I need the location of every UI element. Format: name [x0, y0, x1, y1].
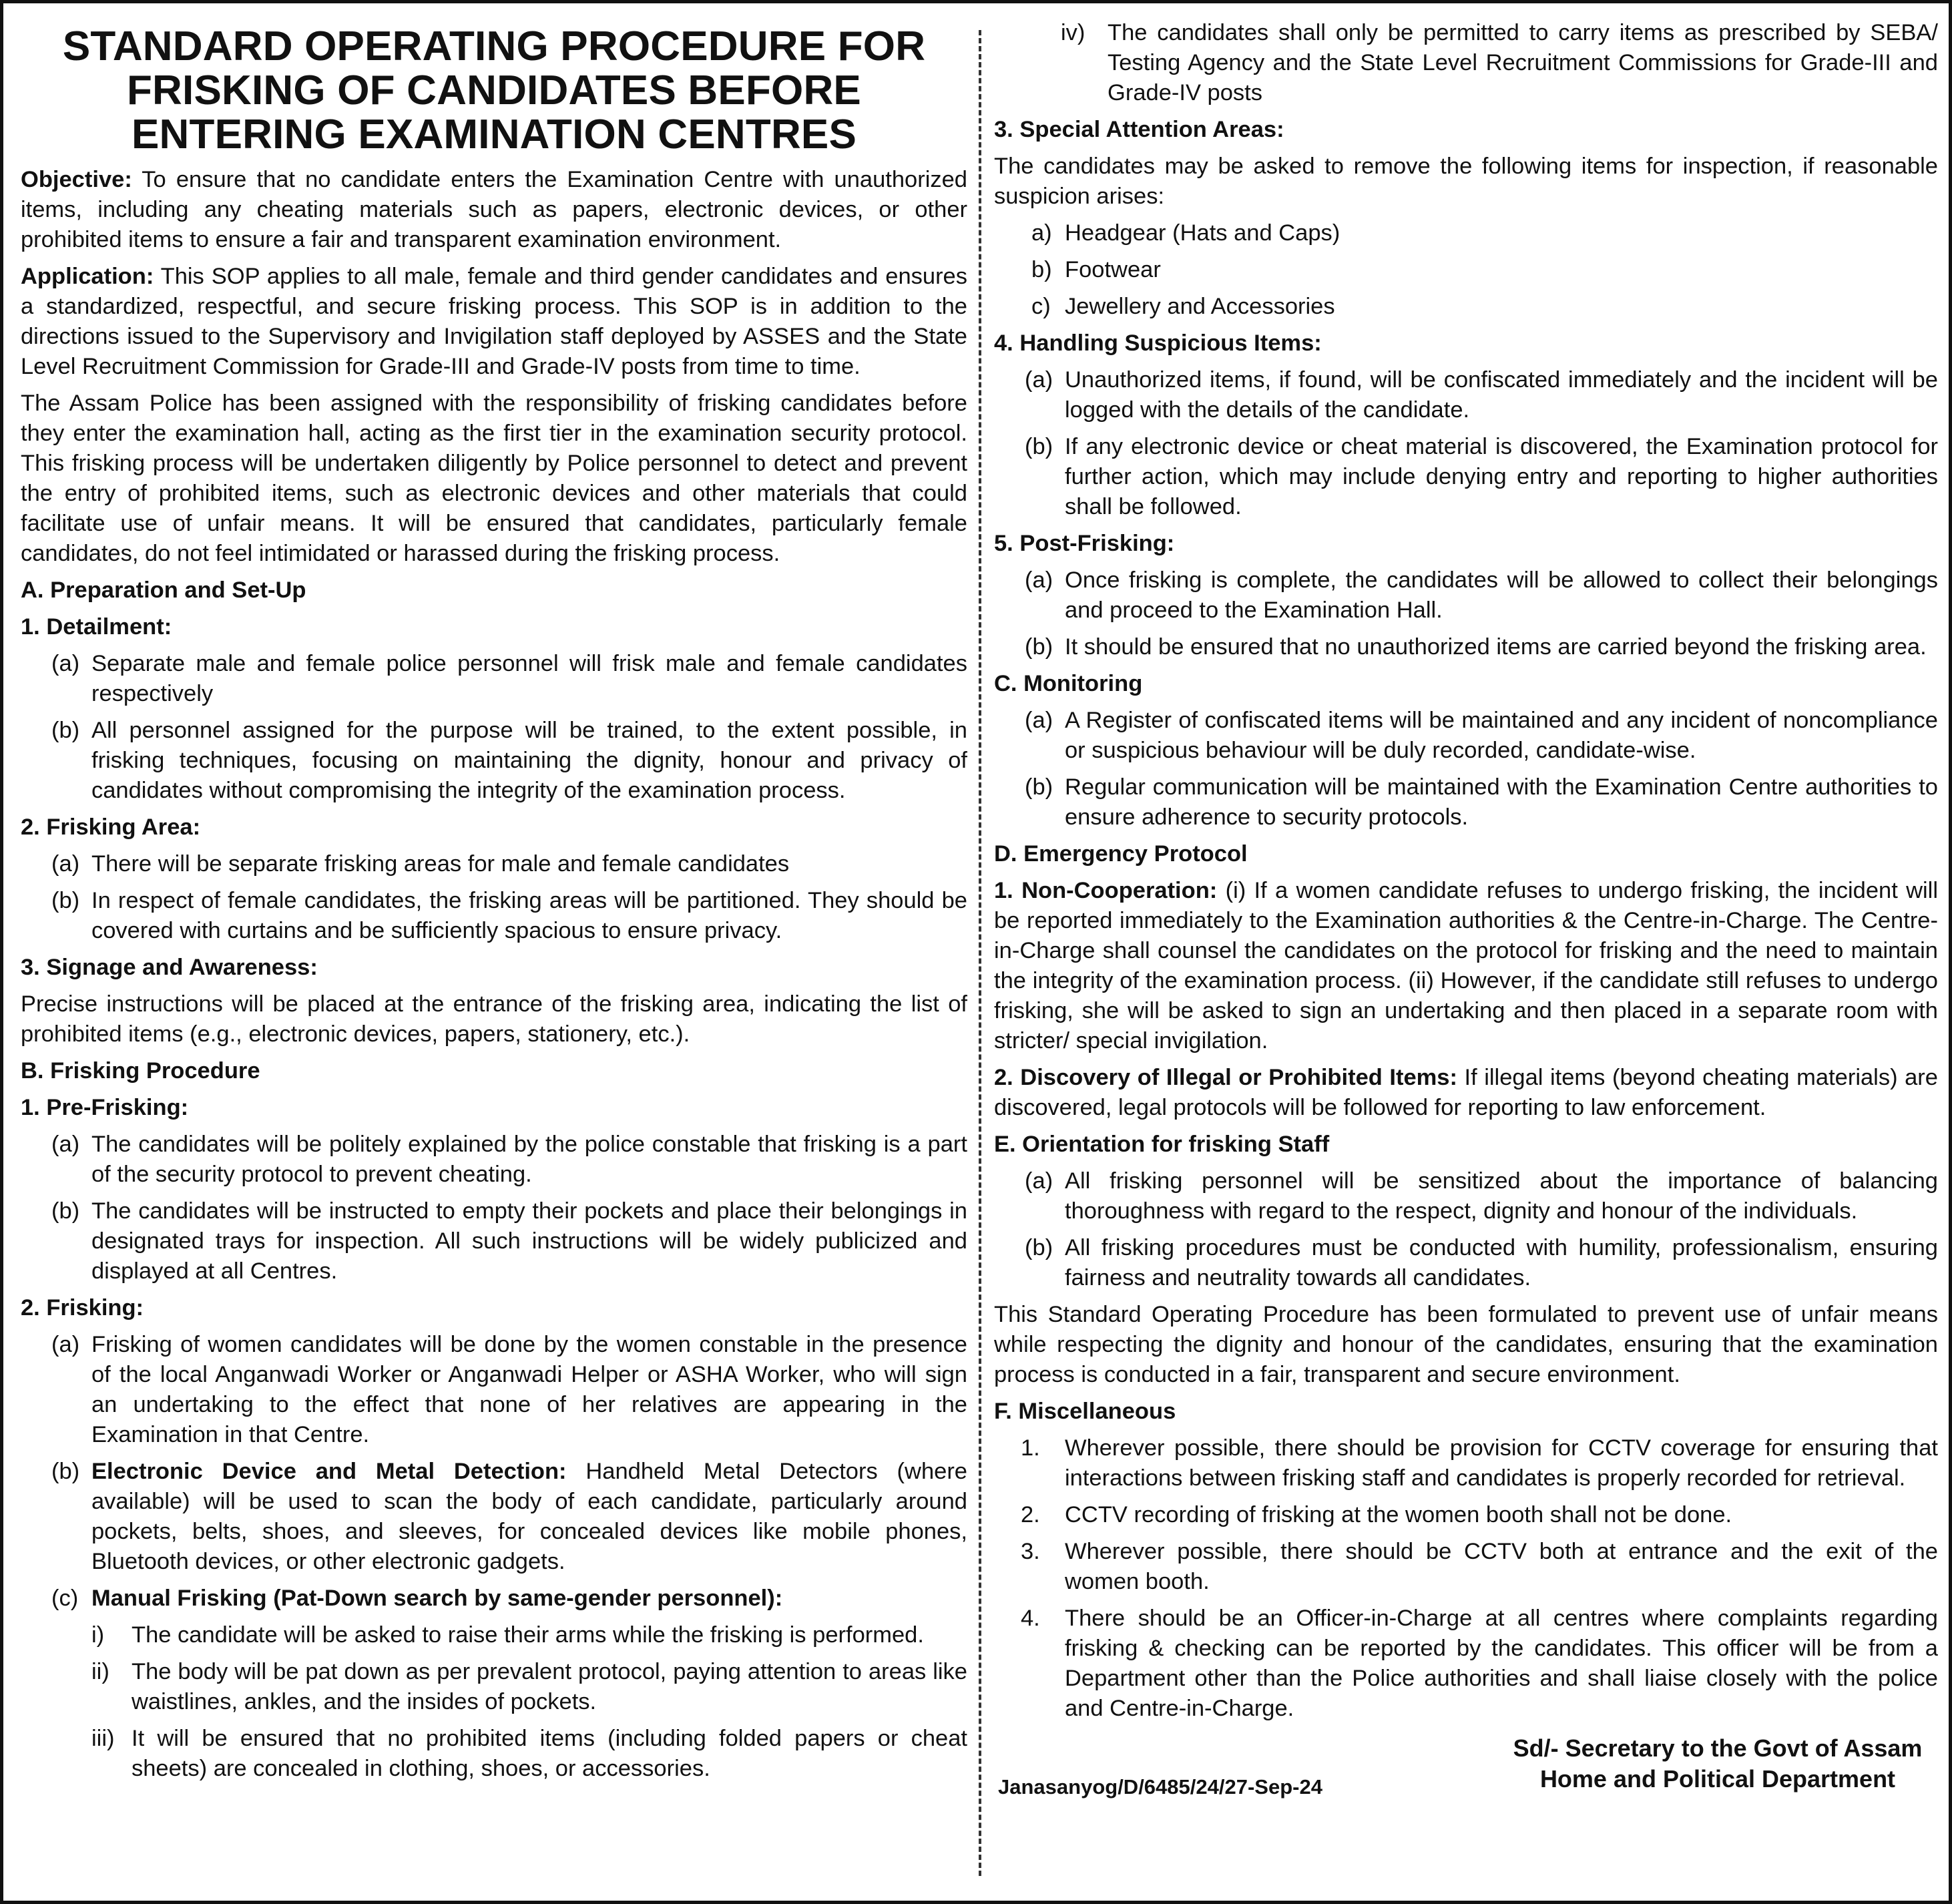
frisking-area-heading: 2. Frisking Area: [21, 814, 201, 840]
list-item [994, 772, 1938, 832]
list-item-lead: Electronic Device and Metal Detection: [91, 1459, 567, 1484]
reference-number: Janasanyog/D/6485/24/27-Sep-24 [998, 1775, 1322, 1799]
non-cooperation-text: (i) If a women candidate refuses to undergo frisking, the incident will be reported immediately to the Examination authorities & the Centre-in-Charge. The Centre-in-Charge shall counsel the candidates on the protocol for frisking and the need to maintain the integrity of the examination process. (ii) However, if the candidate still refuses to undergo frisking, she will be asked to sign an undertaking and then placed in a separate room with stricter/ special invigilation. [994, 878, 1938, 1053]
list-item-text: Unauthorized items, if found, will be confiscated immediately and the incident will be logged with the details of the candidate. [1065, 367, 1938, 423]
list-item-label: (b) [1025, 634, 1053, 660]
list-item [994, 218, 1938, 248]
sub-list-item [21, 1724, 967, 1784]
list-item [994, 632, 1938, 662]
application-paragraph [21, 262, 967, 382]
list-item-text: CCTV recording of frisking at the women booth shall not be done. [1065, 1502, 1732, 1527]
pre-frisking-heading: 1. Pre-Frisking: [21, 1095, 189, 1120]
list-item-text: The candidates will be instructed to empty their pockets and place their belongings in designated trays for inspection. All such instructions will be widely publicized and displayed at all Centres. [91, 1198, 967, 1284]
sub-list-item-text: The candidates shall only be permitted to carry items as prescribed by SEBA/ Testing Agency and the State Level Recruitment Commissions for Grade-III and Grade-IV posts [1108, 20, 1938, 105]
list-item-text: Frisking of women candidates will be done by the women constable in the presence of the local Anganwadi Worker or Anganwadi Helper or ASHA Worker, who will sign an undertaking to the effect that none of her relatives are appearing in the Examination in that Centre. [91, 1332, 967, 1447]
list-item-text: The candidates will be politely explained by the police constable that frisking is a part of the security protocol to prevent cheating. [91, 1132, 967, 1187]
application-label: Application: [21, 264, 154, 289]
list-item-text: Wherever possible, there should be provision for CCTV coverage for ensuring that interactions between frisking staff and candidates is properly recorded for retrieval. [1065, 1435, 1938, 1491]
special-attention-heading: 3. Special Attention Areas: [994, 117, 1284, 142]
list-item-label: 2. [1021, 1502, 1040, 1527]
list-item-text: Footwear [1065, 257, 1161, 282]
list-item [21, 849, 967, 879]
list-item-text: If any electronic device or cheat material is discovered, the Examination protocol for further action, which may include denying entry and reporting to higher authorities shall be followed. [1065, 434, 1938, 519]
list-item-label: 4. [1021, 1606, 1040, 1631]
list-item-label: (b) [51, 1459, 80, 1484]
list-item [994, 1166, 1938, 1226]
list-item-lead: Manual Frisking (Pat-Down search by same-gender personnel): [91, 1586, 783, 1611]
list-item-text: There should be an Officer-in-Charge at all centres where complaints regarding frisking & checking can be reported by the candidates. This officer will be from a Department other than the Police authorities and shall liaise closely with the police and Centre-in-Charge. [1065, 1606, 1938, 1721]
list-item-label: (a) [51, 1132, 80, 1157]
section-d-heading: D. Emergency Protocol [994, 841, 1248, 867]
non-cooperation-paragraph [994, 876, 1938, 1056]
list-item [994, 1500, 1938, 1530]
footer [994, 1733, 1938, 1800]
sub-list-item-text: It will be ensured that no prohibited items (including folded papers or cheat sheets) are concealed in clothing, shoes, or accessories. [132, 1726, 967, 1781]
discovery-lead: 2. Discovery of Illegal or Prohibited Items: [994, 1065, 1457, 1090]
discovery-paragraph [994, 1063, 1938, 1123]
signature-line-2: Home and Political Department [1539, 1765, 1896, 1793]
sub-list-item-text: The candidate will be asked to raise their arms while the frisking is performed. [132, 1622, 924, 1648]
closing-paragraph: This Standard Operating Procedure has been formulated to prevent use of unfair means while respecting the dignity and honour of the candidates, ensuring that the examination process is conducted in a fair, transparent and secure environment. [994, 1302, 1938, 1387]
list-item [21, 1330, 967, 1450]
discovery-text: If illegal items (beyond cheating materials) are discovered, legal protocols will be followed for reporting to law enforcement. [994, 1065, 1938, 1120]
list-item-label: (b) [1025, 1235, 1053, 1260]
non-cooperation-lead: 1. Non-Cooperation: [994, 878, 1218, 903]
suspicious-items-heading: 4. Handling Suspicious Items: [994, 330, 1322, 356]
list-item-label: 1. [1021, 1435, 1040, 1461]
list-item-text: Headgear (Hats and Caps) [1065, 220, 1340, 246]
frisking-heading: 2. Frisking: [21, 1295, 144, 1321]
list-item-text: Wherever possible, there should be CCTV both at entrance and the exit of the women booth. [1065, 1539, 1938, 1594]
list-item-text: All personnel assigned for the purpose will be trained, to the extent possible, in frisking techniques, focusing on maintaining the dignity, honour and privacy of candidates without compromising the integrity of the examination process. [91, 718, 967, 803]
list-item-label: (b) [1025, 434, 1053, 459]
intro-paragraph: The Assam Police has been assigned with the responsibility of frisking candidates before they enter the examination hall, acting as the first tier in the examination security protocol. This frisking process will be undertaken diligently by Police personnel to detect and prevent the entry of prohibited items, such as electronic devices and other materials that could facilitate use of unfair means. It will be ensured that candidates, particularly female candidates, do not feel intimidated or harassed during the frisking process. [21, 391, 967, 566]
list-item-label: (a) [51, 1332, 80, 1357]
list-item [994, 1537, 1938, 1597]
list-item-text: Regular communication will be maintained with the Examination Centre authorities to ensure adherence to security protocols. [1065, 774, 1938, 830]
list-item-text: Once frisking is complete, the candidates will be allowed to collect their belongings and proceed to the Examination Hall. [1065, 567, 1938, 623]
list-item-label: (a) [1025, 708, 1053, 733]
list-item-label: (c) [51, 1586, 79, 1611]
list-item [994, 706, 1938, 766]
column-divider [979, 30, 981, 1876]
objective-label: Objective: [21, 167, 132, 192]
list-item-label: (a) [51, 651, 80, 676]
sub-list-item-label: iv) [1061, 20, 1085, 45]
sub-list-item-text: The body will be pat down as per prevalent protocol, paying attention to areas like waistlines, ankles, and the insides of pockets. [132, 1659, 967, 1714]
sub-list-item-label: iii) [91, 1726, 115, 1751]
list-item-label: a) [1031, 220, 1052, 246]
right-column [994, 18, 1938, 1800]
sub-list-item [21, 1620, 967, 1650]
signage-heading: 3. Signage and Awareness: [21, 955, 318, 980]
detailment-heading: 1. Detailment: [21, 614, 172, 640]
list-item-label: (a) [1025, 567, 1053, 593]
section-b-heading: B. Frisking Procedure [21, 1058, 260, 1084]
list-item-text: Handheld Metal Detectors (where available) will be used to scan the body of each candidate, particularly around pockets, belts, shoes, and sleeves, for concealed devices like mobile phones, Bluetooth devices, or other electronic gadgets. [91, 1459, 967, 1574]
list-item-label: c) [1031, 294, 1051, 319]
list-item-label: (b) [1025, 774, 1053, 800]
section-e-heading: E. Orientation for frisking Staff [994, 1132, 1330, 1157]
list-item [21, 1130, 967, 1190]
list-item-text: Jewellery and Accessories [1065, 294, 1335, 319]
list-item-text: There will be separate frisking areas for male and female candidates [91, 851, 790, 877]
list-item [21, 1457, 967, 1577]
list-item-text: All frisking personnel will be sensitized about the importance of balancing thoroughness with regard to the respect, dignity and honour of the individuals. [1065, 1168, 1938, 1224]
signature-block [1504, 1733, 1931, 1795]
list-item-text: All frisking procedures must be conducted with humility, professionalism, ensuring fairness and neutrality towards all candidates. [1065, 1235, 1938, 1290]
list-item [21, 716, 967, 806]
list-item [994, 1233, 1938, 1293]
section-a-heading: A. Preparation and Set-Up [21, 577, 306, 603]
list-item [21, 1196, 967, 1286]
sub-list-item-label: i) [91, 1622, 105, 1648]
section-f-heading: F. Miscellaneous [994, 1399, 1176, 1424]
sub-list-item [21, 1657, 967, 1717]
signature-line-1: Sd/- Secretary to the Govt of Assam [1513, 1734, 1923, 1762]
list-item [994, 292, 1938, 322]
post-frisking-heading: 5. Post-Frisking: [994, 531, 1175, 556]
sub-list-item-label: ii) [91, 1659, 109, 1684]
list-item [994, 365, 1938, 425]
list-item-text: In respect of female candidates, the frisking areas will be partitioned. They should be covered with curtains and be sufficiently spacious to ensure privacy. [91, 888, 967, 943]
list-item-label: b) [1031, 257, 1052, 282]
objective-text: To ensure that no candidate enters the Examination Centre with unauthorized items, including any cheating materials such as papers, electronic devices, or other prohibited items to ensure a fair and transparent examination environment. [21, 167, 967, 252]
list-item-text: Separate male and female police personnel will frisk male and female candidates respectively [91, 651, 967, 706]
list-item [994, 565, 1938, 626]
left-column [21, 15, 967, 1791]
list-item-label: 3. [1021, 1539, 1040, 1564]
list-item [21, 1584, 967, 1614]
list-item-label: (a) [1025, 367, 1053, 393]
document-title: STANDARD OPERATING PROCEDURE FOR FRISKING OF CANDIDATES BEFORE ENTERING EXAMINATION CENTRES [62, 23, 926, 158]
list-item [21, 649, 967, 709]
list-item [21, 886, 967, 946]
list-item [994, 1604, 1938, 1724]
sub-list-item [994, 18, 1938, 108]
list-item-label: (a) [51, 851, 80, 877]
list-item-text: It should be ensured that no unauthorized items are carried beyond the frisking area. [1065, 634, 1927, 660]
list-item-label: (b) [51, 888, 80, 913]
list-item-label: (b) [51, 1198, 80, 1224]
signage-paragraph: Precise instructions will be placed at the entrance of the frisking area, indicating the list of prohibited items (e.g., electronic devices, papers, stationery, etc.). [21, 991, 967, 1047]
application-text: This SOP applies to all male, female and third gender candidates and ensures a standardized, respectful, and secure frisking process. This SOP is in addition to the directions issued to the Supervisory and Invigilation staff deployed by ASSES and the State Level Recruitment Commission for Grade-III and Grade-IV posts from time to time. [21, 264, 967, 379]
list-item [994, 432, 1938, 522]
special-attention-paragraph: The candidates may be asked to remove the following items for inspection, if reasonable suspicion arises: [994, 154, 1938, 209]
list-item-label: (a) [1025, 1168, 1053, 1194]
list-item-text: A Register of confiscated items will be maintained and any incident of noncompliance or suspicious behaviour will be duly recorded, candidate-wise. [1065, 708, 1938, 763]
objective-paragraph [21, 165, 967, 255]
list-item [994, 1433, 1938, 1493]
list-item [994, 255, 1938, 285]
section-c-heading: C. Monitoring [994, 671, 1143, 696]
list-item-label: (b) [51, 718, 80, 743]
